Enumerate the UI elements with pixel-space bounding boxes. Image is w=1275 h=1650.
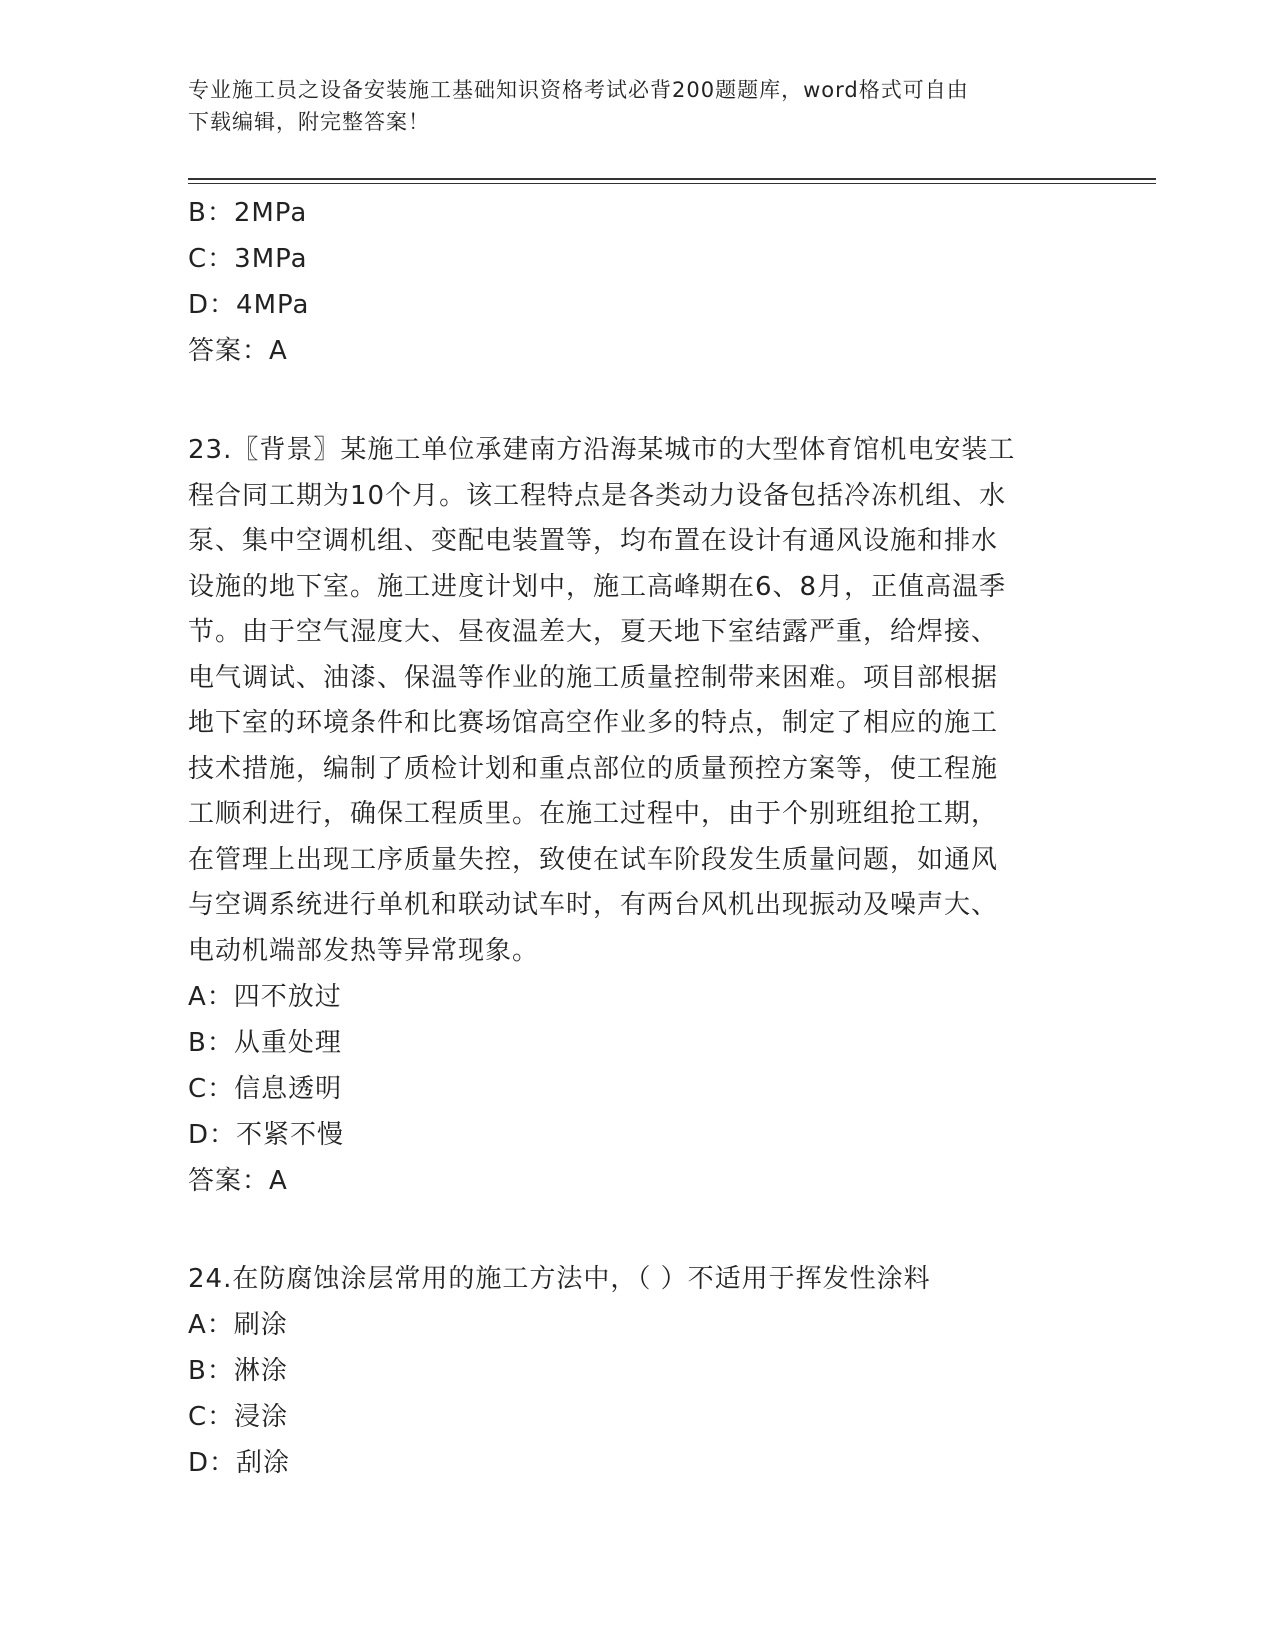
header-line-1: 专业施工员之设备安装施工基础知识资格考试必背200题题库，word格式可自由: [188, 78, 969, 102]
spacer: [188, 374, 1088, 428]
q23-option-c: C：信息透明: [188, 1074, 343, 1104]
q23-text-line: 工顺利进行，确保工程质里。在施工过程中，由于个别班组抢工期，: [188, 799, 999, 829]
q23-option-a: A：四不放过: [188, 982, 342, 1012]
q24-question: 24.在防腐蚀涂层常用的施工方法中，（ ）不适用于挥发性涂料: [188, 1264, 931, 1294]
q22-option-d: D：4MPa: [188, 290, 310, 320]
spacer: [188, 1204, 1088, 1256]
question-22-continued: [188, 190, 1088, 374]
q23-text-line: 程合同工期为10个月。该工程特点是各类动力设备包括冷冻机组、水: [188, 480, 1007, 511]
q24-option-c: C：浸涂: [188, 1402, 289, 1432]
question-23: [188, 428, 1088, 1204]
q24-option-d: D：刮涂: [188, 1448, 291, 1478]
q23-text-line: 在管理上出现工序质量失控，致使在试车阶段发生质量问题，如通风: [188, 844, 999, 875]
header-rule-thin: [188, 183, 1156, 184]
q23-option-b: B：从重处理: [188, 1028, 342, 1058]
question-24: [188, 1256, 1088, 1486]
q23-text-line: 23.〖背景〗某施工单位承建南方沿海某城市的大型体育馆机电安装工: [188, 435, 1016, 465]
q22-option-c: C：3MPa: [188, 244, 308, 274]
header-rule-thick: [188, 178, 1156, 180]
document-header: [188, 74, 1068, 138]
q23-text-line: 电气调试、油漆、保温等作业的施工质量控制带来困难。项目部根据: [188, 662, 999, 693]
header-line-2: 下载编辑，附完整答案！: [188, 110, 430, 134]
q23-answer: 答案：A: [188, 1166, 288, 1196]
q23-text-line: 设施的地下室。施工进度计划中，施工高峰期在6、8月，正值高温季: [188, 571, 1007, 602]
q23-text-line: 地下室的环境条件和比赛场馆高空作业多的特点，制定了相应的施工: [188, 708, 999, 738]
q22-option-b: B：2MPa: [188, 198, 308, 228]
q23-text-line: 节。由于空气湿度大、昼夜温差大，夏天地下室结露严重，给焊接、: [188, 617, 999, 647]
q23-text-line: 与空调系统进行单机和联动试车时，有两台风机出现振动及噪声大、: [188, 890, 999, 920]
q23-option-d: D：不紧不慢: [188, 1120, 345, 1150]
q22-answer: 答案：A: [188, 336, 288, 366]
document-content: [188, 190, 1088, 1486]
q23-text-line: 泵、集中空调机组、变配电装置等，均布置在设计有通风设施和排水: [188, 526, 999, 556]
q24-option-a: A：刷涂: [188, 1310, 288, 1340]
q23-text-line: 电动机端部发热等异常现象。: [188, 935, 540, 966]
q23-text-line: 技术措施，编制了质检计划和重点部位的质量预控方案等，使工程施: [188, 753, 999, 784]
q24-option-b: B：淋涂: [188, 1356, 288, 1386]
